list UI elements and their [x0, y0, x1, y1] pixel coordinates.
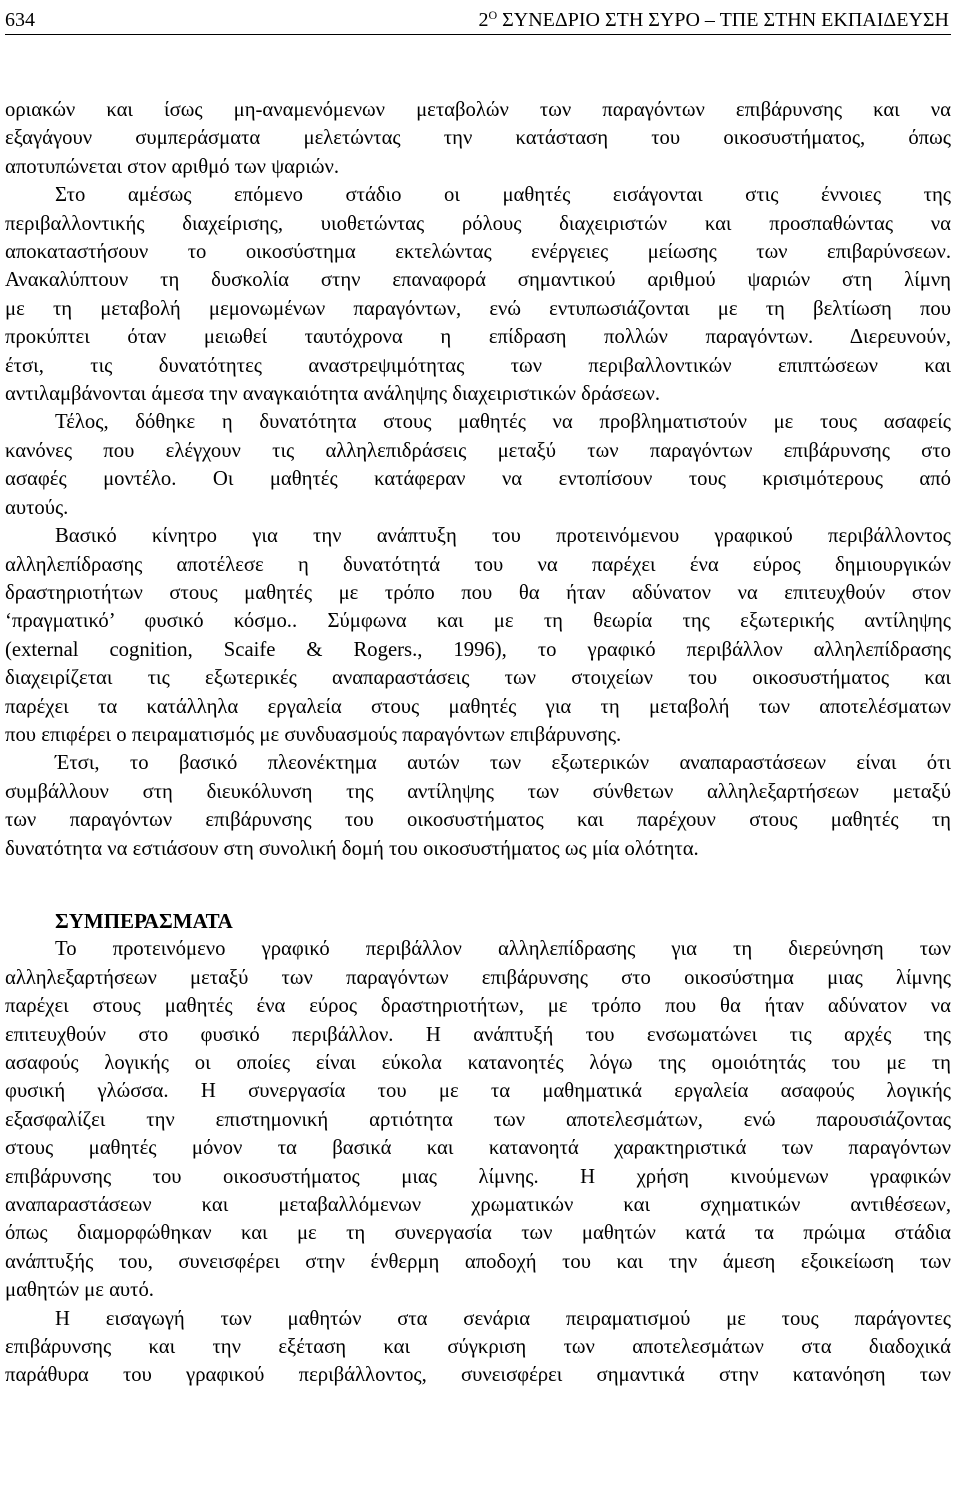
paragraph-3	[5, 408, 951, 522]
paragraph-2	[5, 181, 951, 408]
text-line: αντιλαμβάνονται άμεσα την αναγκαιότητα ανάληψης διαχειριστικών δράσεων.	[5, 383, 661, 406]
running-title-prefix: 2	[478, 9, 489, 31]
text-line: συμβάλλουν στη διευκόλυνση της αντίληψης των σύνθετων αλληλεξαρτήσεων μεταξύ	[5, 780, 951, 803]
text-line: αποκαταστήσουν το οικοσύστημα εκτελώντας ενέργειες μείωσης των επιβαρύνσεων.	[5, 241, 951, 264]
text-line: δυνατότητα να εστιάσουν στη συνολική δομή του οικοσυστήματος ως μία ολότητα.	[5, 837, 699, 860]
paragraph-4	[5, 522, 951, 749]
text-line: επιβάρυνσης και την εξέταση και σύγκριση των αποτελεσμάτων στα διαδοχικά	[5, 1336, 951, 1359]
text-line: έτσι, τις δυνατότητες αναστρεψιμότητας των περιβαλλοντικών επιπτώσεων και	[5, 354, 951, 377]
text-line: αυτούς.	[5, 496, 69, 519]
running-title	[478, 6, 949, 34]
conclusions-paragraph-2	[5, 1305, 951, 1390]
text-line: Ανακαλύπτουν τη δυσκολία στην επαναφορά σημαντικού αριθμού ψαριών στη λίμνη	[5, 269, 951, 292]
text-line: ασαφές μοντέλο. Οι μαθητές κατάφεραν να εντοπίσουν τους κρισιμότερους από	[5, 468, 951, 491]
text-line: που επιφέρει ο πειραματισμός με συνδυασμούς παραγόντων επιβάρυνσης.	[5, 723, 622, 746]
text-line: Η εισαγωγή των μαθητών στα σενάρια πειραματισμού με τους παράγοντες	[55, 1307, 951, 1330]
text-line: στους μαθητές μόνον τα βασικά και κατανοητά χαρακτηριστικά των παραγόντων	[5, 1137, 951, 1160]
running-title-text: ΣΥΝΕΔΡΙΟ ΣΤΗ ΣΥΡΟ – ΤΠΕ ΣΤΗΝ ΕΚΠΑΙΔΕΥΣΗ	[497, 9, 949, 31]
text-line: Έτσι, το βασικό πλεονέκτημα αυτών των εξωτερικών αναπαραστάσεων είναι ότι	[55, 752, 951, 775]
text-line: με τη μεταβολή μεμονωμένων παραγόντων, ενώ εντυπωσιάζονται με τη βελτίωση που	[5, 297, 951, 320]
text-line: ασαφούς λογικής οι οποίες είναι εύκολα κατανοητές λόγω της ομοιότητάς του με τη	[5, 1052, 951, 1074]
text-line: αποτυπώνεται στον αριθμό των ψαριών.	[5, 155, 340, 178]
text-line: εξασφαλίζει την επιστημονική αρτιότητα των αποτελεσμάτων, ενώ παρουσιάζοντας	[5, 1108, 951, 1131]
text-line: φυσική γλώσσα. Η συνεργασία του με τα μαθηματικά εργαλεία ασαφούς λογικής	[5, 1080, 951, 1103]
text-line: Στο αμέσως επόμενο στάδιο οι μαθητές εισάγονται στις έννοιες της	[55, 184, 951, 207]
text-line: αλληλεξαρτήσεων μεταξύ των παραγόντων επιβάρυνσης στο οικοσύστημα μιας λίμνης	[5, 966, 951, 989]
text-line: των παραγόντων επιβάρυνσης του οικοσυστήματος και παρέχουν στους μαθητές τη	[5, 809, 951, 832]
text-line: αλληλεπίδρασης αποτέλεσε η δυνατότητά του να παρέχει ένα εύρος δημιουργικών	[5, 553, 951, 576]
text-line: κανόνες που ελέγχουν τις αλληλεπιδράσεις μεταξύ των παραγόντων επιβάρυνσης στο	[5, 439, 951, 462]
text-line: οριακών και ίσως μη-αναμενόμενων μεταβολών των παραγόντων επιβάρυνσης και να	[5, 99, 951, 121]
text-line: δραστηριοτήτων στους μαθητές με τρόπο που θα ήταν αδύνατον να επιτευχθούν στον	[5, 581, 951, 604]
document-body	[5, 96, 951, 1390]
text-line: διαχειρίζεται τις εξωτερικές αναπαραστάσεις των στοιχείων του οικοσυστήματος και	[5, 667, 951, 690]
text-line: αναπαραστάσεων και μεταβαλλόμενων χρωματικών και σχηματικών αντιθέσεων,	[5, 1194, 951, 1217]
text-line: παράθυρα του γραφικού περιβάλλοντος, συνεισφέρει σημαντικά στην κατανόηση των	[5, 1364, 951, 1387]
text-line: Το προτεινόμενο γραφικό περιβάλλον αλληλεπίδρασης για τη διερεύνηση των	[55, 938, 951, 961]
text-line: μαθητών με αυτό.	[5, 1279, 154, 1302]
paragraph-1	[5, 96, 951, 181]
text-line: παρέχει τα κατάλληλα εργαλεία στους μαθητές για τη μεταβολή των αποτελέσματων	[5, 695, 951, 718]
paragraph-5	[5, 749, 951, 863]
text-line: Βασικό κίνητρο για την ανάπτυξη του προτεινόμενου γραφικού περιβάλλοντος	[55, 525, 951, 548]
text-line: (external cognition, Scaife & Rogers., 1996), το γραφικό περιβάλλον αλληλεπίδρασης	[5, 638, 951, 661]
section-heading: ΣΥΜΠΕΡΑΣΜΑΤΑ	[55, 908, 233, 933]
conclusions-paragraph-1	[5, 935, 951, 1304]
page-number: 634	[5, 9, 35, 31]
text-line: επιτευχθούν στο φυσικό περιβάλλον. Η ανάπτυξή του ενσωματώνει τις αρχές της	[5, 1023, 951, 1046]
text-line: περιβαλλοντικής διαχείρισης, υιοθετώντας ρόλους διαχειριστών και προσπαθώντας να	[5, 212, 951, 235]
text-line: ανάπτυξής του, συνεισφέρει στην ένθερμη αποδοχή του και την άμεση εξοικείωση των	[5, 1250, 951, 1273]
text-line: ‘πραγματικό’ φυσικό κόσμο.. Σύμφωνα και με τη θεωρία της εξωτερικής αντίληψης	[5, 610, 951, 633]
text-line: εξαγάγουν συμπεράσματα μελετώντας την κατάσταση του οικοσυστήματος, όπως	[5, 127, 951, 150]
text-line: παρέχει στους μαθητές ένα εύρος δραστηριοτήτων, με τρόπο που θα ήταν αδύνατον να	[5, 995, 951, 1018]
text-line: όπως διαμορφώθηκαν και με τη συνεργασία των μαθητών κατά τα πρώιμα στάδια	[5, 1222, 951, 1245]
text-line: επιβάρυνσης του οικοσυστήματος μιας λίμνης. Η χρήση κινούμενων γραφικών	[5, 1165, 951, 1188]
running-header	[5, 4, 951, 35]
text-line: Τέλος, δόθηκε η δυνατότητα στους μαθητές να προβληματιστούν με τους ασαφείς	[55, 411, 951, 434]
running-title-ordinal: Ο	[488, 8, 498, 22]
text-line: προκύπτει όταν μειωθεί ταυτόχρονα η επίδραση πολλών παραγόντων. Διερευνούν,	[5, 326, 951, 349]
